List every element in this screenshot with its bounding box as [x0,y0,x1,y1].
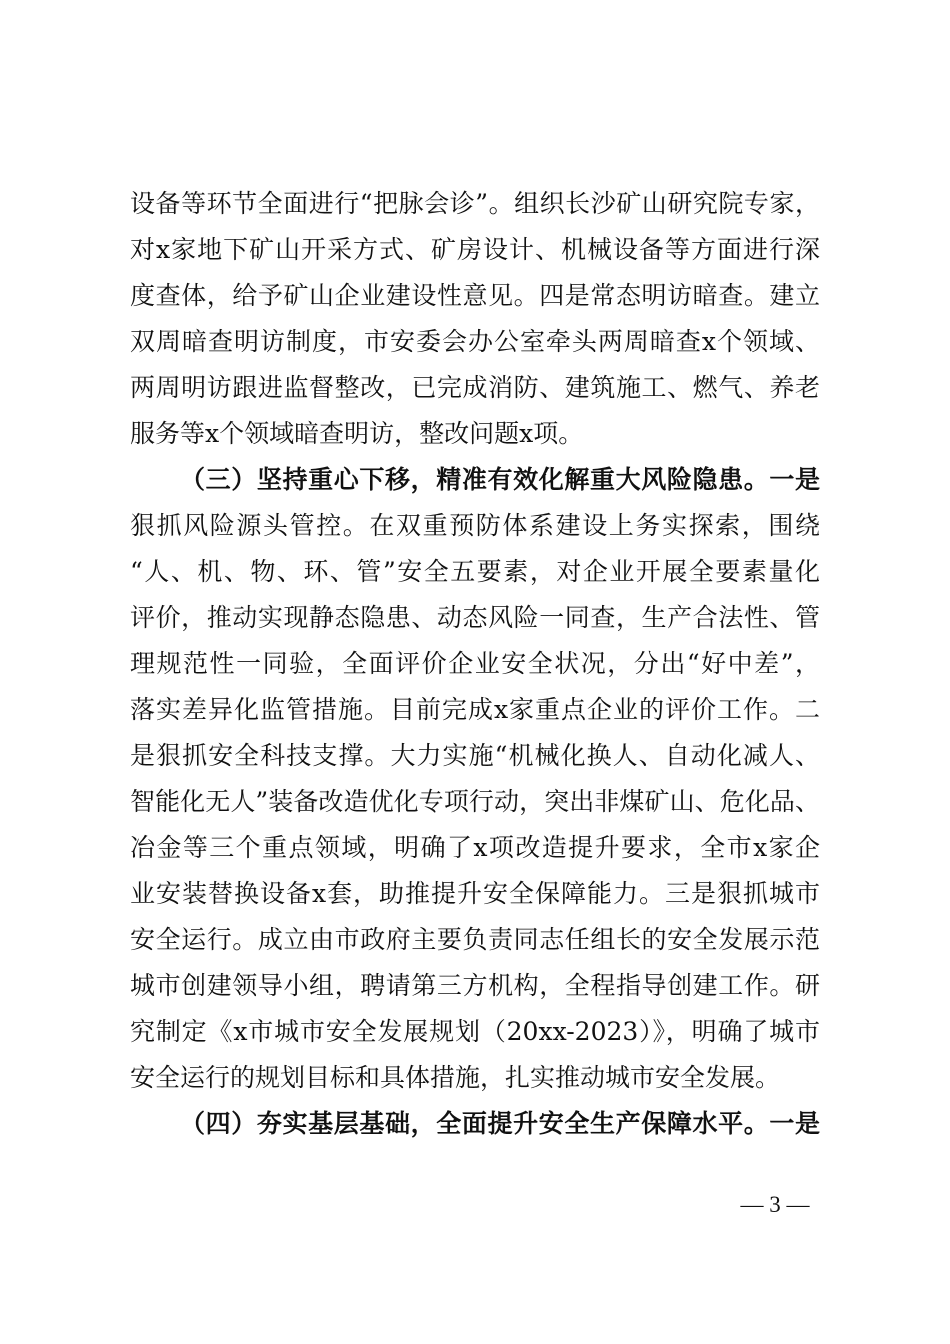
section-heading-3: （三）坚持重心下移，精准有效化解重大风险隐患。一是 [180,465,820,494]
body-text-line: 落实差异化监管措施。目前完成x家重点企业的评价工作。二 [130,695,820,724]
body-text-line: 业安装替换设备x套，助推提升安全保障能力。三是狠抓城市 [130,879,820,908]
body-text-line: 理规范性一同验，全面评价企业安全状况，分出“好中差”， [130,649,820,678]
page-number: — 3 — [740,1192,810,1217]
body-text-line: “人、机、物、环、管”安全五要素，对企业开展全要素量化 [130,557,820,586]
body-text-line: 城市创建领导小组，聘请第三方机构，全程指导创建工作。研 [130,971,820,1000]
body-text-line: 设备等环节全面进行“把脉会诊”。组织长沙矿山研究院专家， [130,189,820,218]
body-text-line: 两周明访跟进监督整改，已完成消防、建筑施工、燃气、养老 [130,373,820,402]
body-text-line: 双周暗查明访制度，市安委会办公室牵头两周暗查x个领域、 [130,327,820,356]
body-text-line: 狠抓风险源头管控。在双重预防体系建设上务实探索，围绕 [130,511,820,540]
section-heading-4: （四）夯实基层基础，全面提升安全生产保障水平。一是 [180,1109,820,1138]
body-text-line: 度查体，给予矿山企业建设性意见。四是常态明访暗查。建立 [130,281,820,310]
body-text-line: 对x家地下矿山开采方式、矿房设计、机械设备等方面进行深 [130,235,820,264]
body-text-line: 评价，推动实现静态隐患、动态风险一同查，生产合法性、管 [130,603,820,632]
body-text-line: 冶金等三个重点领域，明确了x项改造提升要求，全市x家企 [130,833,820,862]
body-text-line: 智能化无人”装备改造优化专项行动，突出非煤矿山、危化品、 [130,787,820,816]
body-text-line: 是狠抓安全科技支撑。大力实施“机械化换人、自动化减人、 [130,741,820,770]
body-text-line: 究制定《x市城市安全发展规划（20xx-2023）》，明确了城市 [130,1017,820,1046]
body-text-line: 安全运行的规划目标和具体措施，扎实推动城市安全发展。 [130,1063,781,1092]
body-text-line: 安全运行。成立由市政府主要负责同志任组长的安全发展示范 [130,925,820,954]
body-text-line: 服务等x个领域暗查明访，整改问题x项。 [130,419,584,448]
